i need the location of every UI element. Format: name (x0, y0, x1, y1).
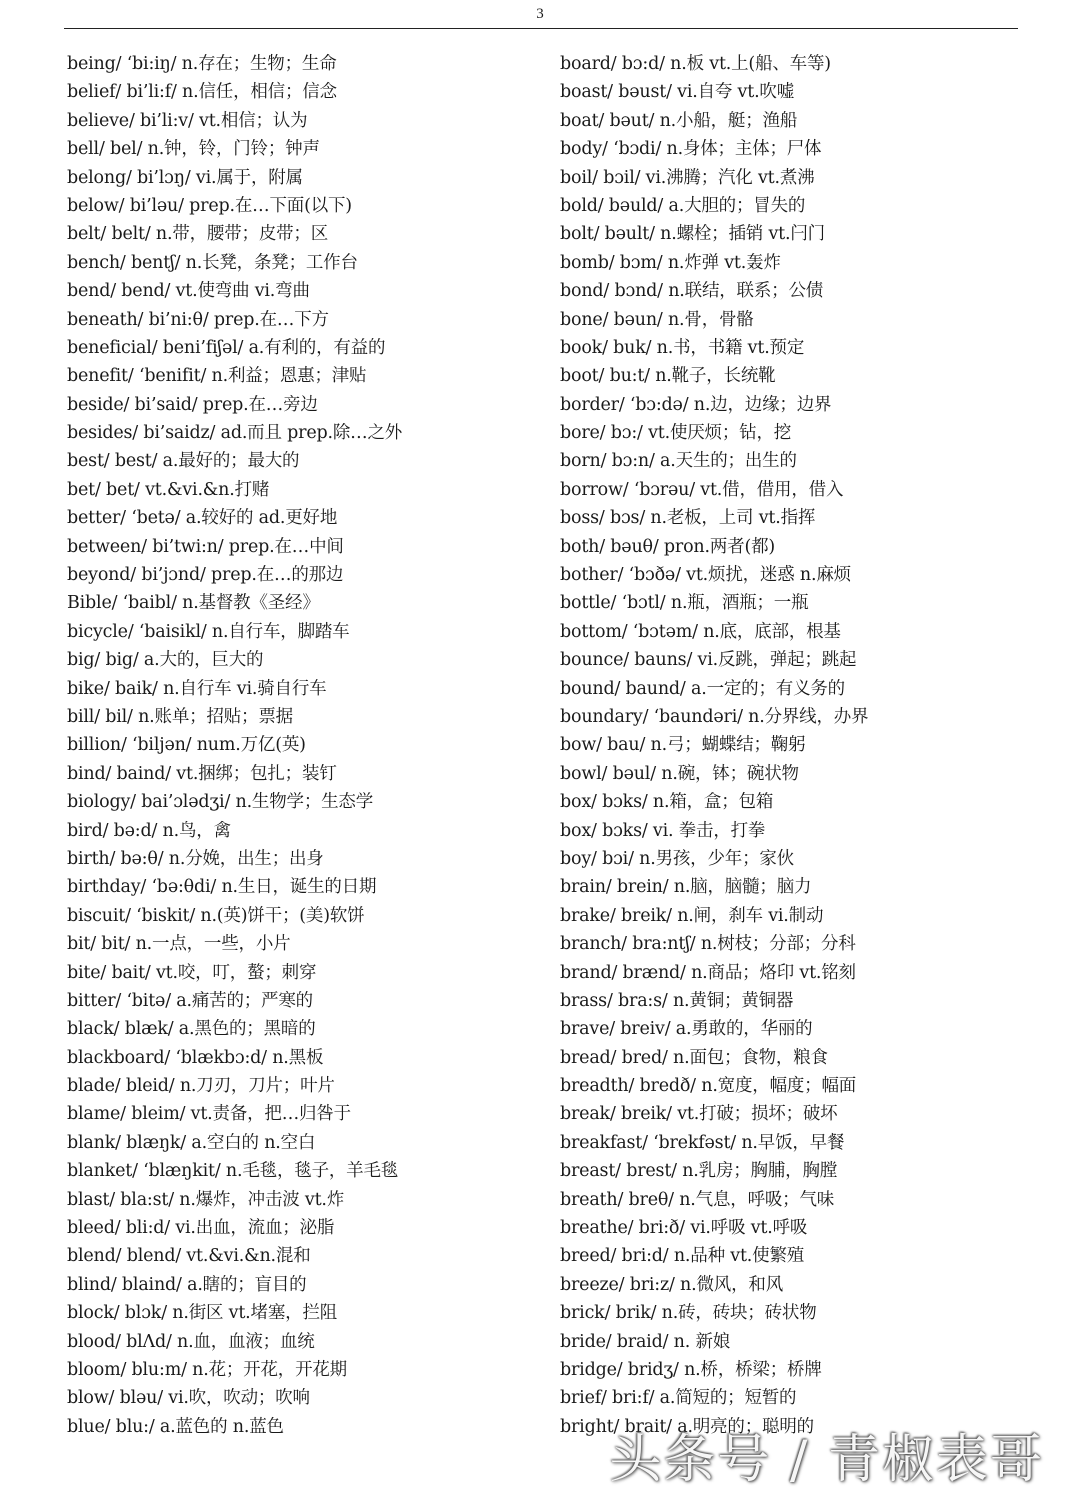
vocab-entry: branch/ bra:ntʃ/ n.树枝；分部；分科 (560, 934, 856, 955)
vocab-entry: brand/ brænd/ n.商品；烙印 vt.铭刻 (560, 962, 856, 983)
vocab-entry: bore/ bɔ:/ vt.使厌烦；钻，挖 (560, 423, 792, 444)
right-column (560, 50, 1030, 1441)
vocab-entry: breast/ brest/ n.乳房；胸脯，胸膛 (560, 1161, 838, 1182)
vocab-entry: bit/ bit/ n.一点，一些，小片 (67, 934, 291, 955)
vocab-entry: bow/ bau/ n.弓；蝴蝶结；鞠躬 (560, 735, 806, 756)
vocab-entry: blow/ bləu/ vi.吹，吹动；吹响 (67, 1388, 310, 1409)
vocab-entry: breath/ breθ/ n.气息，呼吸；气味 (560, 1189, 835, 1210)
vocab-entry: boss/ bɔs/ n.老板，上司 vt.指挥 (560, 508, 816, 529)
vocab-entry: blind/ blaind/ a.瞎的；盲目的 (67, 1274, 307, 1295)
vocab-entry: blank/ blæŋk/ a.空白的 n.空白 (67, 1132, 316, 1153)
vocab-entry: boat/ bəut/ n.小船，艇；渔船 (560, 110, 798, 131)
vocab-entry: best/ best/ a.最好的；最大的 (67, 451, 300, 472)
vocab-entry: bolt/ bəult/ n.螺栓；插销 vt.闩门 (560, 224, 825, 245)
vocab-entry: birth/ bə:θ/ n.分娩，出生；出身 (67, 848, 324, 869)
vocab-entry: bleed/ bli:d/ vi.出血，流血；泌脂 (67, 1218, 335, 1239)
vocab-entry: bitter/ ‘bitə/ a.痛苦的；严寒的 (67, 990, 313, 1011)
vocab-entry: box/ bɔks/ n.箱，盒；包箱 (560, 792, 774, 813)
vocab-entry: bet/ bet/ vt.&vi.&n.打赌 (67, 479, 270, 500)
vocab-entry: bicycle/ ‘baisikl/ n.自行车，脚踏车 (67, 621, 350, 642)
vocab-entry: biscuit/ ‘biskit/ n.(英)饼干；(美)软饼 (67, 905, 365, 926)
vocab-entry: belief/ bi’li:f/ n.信任，相信；信念 (67, 82, 337, 103)
vocab-entry: brass/ bra:s/ n.黄铜；黄铜器 (560, 990, 794, 1011)
vocab-entry: borrow/ ‘bɔrəu/ vt.借，借用，借入 (560, 479, 844, 500)
vocab-entry: brick/ brik/ n.砖，砖块；砖状物 (560, 1303, 817, 1324)
vocab-entry: belong/ bi’lɔŋ/ vi.属于，附属 (67, 167, 303, 188)
vocab-entry: bike/ baik/ n.自行车 vi.骑自行车 (67, 678, 327, 699)
vocab-entry: breed/ bri:d/ n.品种 vt.使繁殖 (560, 1246, 805, 1267)
vocab-entry: brain/ brein/ n.脑，脑髓；脑力 (560, 877, 812, 898)
vocab-entry: benefit/ ‘benifit/ n.利益；恩惠；津贴 (67, 366, 367, 387)
vocab-entry: breathe/ bri:ð/ vi.呼吸 vt.呼吸 (560, 1218, 808, 1239)
vocab-entry: bell/ bel/ n.钟，铃，门铃；钟声 (67, 139, 320, 160)
vocab-entry: besides/ bi’saidz/ ad.而且 prep.除…之外 (67, 423, 403, 444)
vocab-entry: bother/ ‘bɔðə/ vt.烦扰，迷惑 n.麻烦 (560, 565, 851, 586)
vocab-entry: boast/ bəust/ vi.自夸 vt.吹嘘 (560, 82, 795, 103)
vocab-entry: book/ buk/ n.书，书籍 vt.预定 (560, 337, 805, 358)
vocab-entry: board/ bɔ:d/ n.板 vt.上(船、车等) (560, 54, 831, 74)
vocab-entry: Bible/ ‘baibl/ n.基督教《圣经》 (67, 593, 320, 614)
vocab-entry: bounce/ bauns/ vi.反跳，弹起；跳起 (560, 650, 857, 671)
vocab-entry: big/ big/ a.大的，巨大的 (67, 650, 264, 671)
vocab-entry: bone/ bəun/ n.骨，骨骼 (560, 309, 754, 330)
vocab-entry: born/ bɔ:n/ a.天生的；出生的 (560, 451, 797, 472)
vocab-entry: boundary/ ‘baundəri/ n.分界线，办界 (560, 706, 869, 727)
vocab-entry: beneficial/ beni’fiʃəl/ a.有利的，有益的 (67, 337, 386, 358)
page-number: 3 (536, 6, 544, 22)
vocab-entry: birthday/ ‘bə:θdi/ n.生日，诞生的日期 (67, 877, 377, 898)
vocab-entry: blast/ bla:st/ n.爆炸，冲击波 vt.炸 (67, 1189, 345, 1210)
vocab-entry: bond/ bɔnd/ n.联结，联系；公债 (560, 281, 824, 302)
vocab-entry: belt/ belt/ n.带，腰带；皮带；区 (67, 224, 329, 245)
vocab-entry: bottom/ ‘bɔtəm/ n.底，底部，根基 (560, 621, 841, 642)
vocab-entry: black/ blæk/ a.黑色的；黑暗的 (67, 1019, 316, 1040)
vocab-entry: beside/ bi’said/ prep.在…旁边 (67, 394, 318, 415)
vocab-entry: breakfast/ ‘brekfəst/ n.早饭，早餐 (560, 1132, 845, 1153)
vocab-entry: block/ blɔk/ n.街区 vt.堵塞，拦阻 (67, 1303, 338, 1324)
vocab-entry: bind/ baind/ vt.捆绑；包扎；装钉 (67, 763, 337, 784)
watermark: 头条号 / 青椒表哥 (609, 1430, 1044, 1490)
vocab-entry: better/ ‘betə/ a.较好的 ad.更好地 (67, 508, 338, 529)
vocab-entry: bloom/ blu:m/ n.花；开花，开花期 (67, 1359, 347, 1380)
vocab-entry: brake/ breik/ n.闸，刹车 vi.制动 (560, 905, 824, 926)
vocab-entry: blood/ blΛd/ n.血，血液；血统 (67, 1331, 315, 1352)
vocab-entry: bench/ bentʃ/ n.长凳，条凳；工作台 (67, 252, 358, 273)
left-column (67, 50, 537, 1441)
vocab-entry: bride/ braid/ n. 新娘 (560, 1331, 731, 1352)
vocab-entry: bird/ bə:d/ n.鸟，禽 (67, 820, 231, 841)
vocab-entry: body/ ‘bɔdi/ n.身体；主体；尸体 (560, 139, 822, 160)
vocab-entry: boot/ bu:t/ n.靴子，长统靴 (560, 366, 776, 387)
vocab-entry: bread/ bred/ n.面包；食物，粮食 (560, 1047, 828, 1068)
vocab-entry: bite/ bait/ vt.咬，叮，螯；刺穿 (67, 962, 317, 983)
vocab-entry: bowl/ bəul/ n.碗，钵；碗状物 (560, 763, 799, 784)
vocab-entry: blanket/ ‘blæŋkit/ n.毛毯，毯子，羊毛毯 (67, 1161, 399, 1182)
vocab-entry: bridge/ bridʒ/ n.桥，桥梁；桥牌 (560, 1359, 822, 1380)
vocab-entry: bold/ bəuld/ a.大胆的；冒失的 (560, 195, 806, 216)
vocab-entry: blade/ bleid/ n.刀刃，刀片；叶片 (67, 1076, 335, 1097)
vocab-entry: being/ ‘bi:iŋ/ n.存在；生物；生命 (67, 54, 337, 74)
vocab-entry: blackboard/ ‘blækbɔ:d/ n.黑板 (67, 1047, 324, 1068)
header-rule (64, 28, 1018, 29)
vocab-entry: bomb/ bɔm/ n.炸弹 vt.轰炸 (560, 252, 781, 273)
vocab-entry: bound/ baund/ a.一定的；有义务的 (560, 678, 845, 699)
vocab-entry: believe/ bi’li:v/ vt.相信；认为 (67, 110, 308, 131)
vocab-entry: biology/ bai’ɔlədʒi/ n.生物学；生态学 (67, 792, 374, 813)
vocab-entry: both/ bəuθ/ pron.两者(都) (560, 536, 776, 557)
vocab-entry: between/ bi’twi:n/ prep.在…中间 (67, 536, 344, 557)
vocab-entry: beyond/ bi’jɔnd/ prep.在…的那边 (67, 565, 344, 586)
vocab-entry: blend/ blend/ vt.&vi.&n.混和 (67, 1246, 311, 1267)
vocab-entry: boy/ bɔi/ n.男孩，少年；家伙 (560, 848, 794, 869)
vocab-entry: boil/ bɔil/ vi.沸腾；汽化 vt.煮沸 (560, 167, 815, 188)
vocab-entry: blame/ bleim/ vt.责备，把…归咎于 (67, 1104, 351, 1125)
vocab-entry: bottle/ ‘bɔtl/ n.瓶，酒瓶；一瓶 (560, 593, 809, 614)
vocab-entry: brief/ bri:f/ a.简短的；短暂的 (560, 1388, 797, 1409)
vocab-entry: box/ bɔks/ vi. 拳击，打拳 (560, 820, 766, 841)
vocab-entry: border/ ‘bɔ:də/ n.边，边缘；边界 (560, 394, 832, 415)
vocab-entry: bright/ brait/ a.明亮的；聪明的 (560, 1416, 814, 1437)
vocab-entry: bend/ bend/ vt.使弯曲 vi.弯曲 (67, 281, 310, 302)
vocab-entry: break/ breik/ vt.打破；损坏；破坏 (560, 1104, 838, 1125)
vocab-entry: blue/ blu:/ a.蓝色的 n.蓝色 (67, 1416, 284, 1437)
vocab-entry: breadth/ bredð/ n.宽度，幅度；幅面 (560, 1076, 857, 1097)
vocab-entry: breeze/ bri:z/ n.微风，和风 (560, 1274, 783, 1295)
vocab-entry: bill/ bil/ n.账单；招贴；票据 (67, 706, 293, 727)
vocab-entry: below/ bi’ləu/ prep.在…下面(以下) (67, 195, 352, 216)
vocab-entry: billion/ ‘biljən/ num.万亿(英) (67, 735, 306, 756)
vocab-entry: beneath/ bi’ni:θ/ prep.在…下方 (67, 309, 329, 330)
vocab-entry: brave/ breiv/ a.勇敢的，华丽的 (560, 1019, 813, 1040)
